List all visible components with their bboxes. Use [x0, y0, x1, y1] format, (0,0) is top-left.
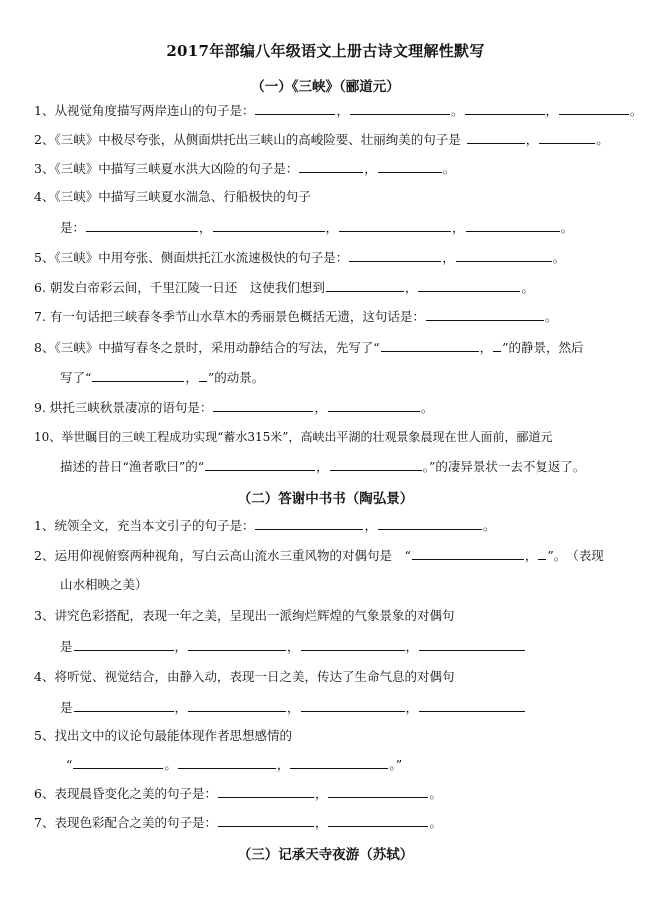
section-heading-sanxia: （一）《三峡》（郦道元）: [251, 79, 400, 95]
question-4: [34, 187, 311, 207]
question-2-3: [34, 606, 454, 626]
answer-blank[interactable]: [378, 158, 442, 173]
question-2: 2、《三峡》中极尽夸张，从侧面烘托出三峡山的高峻险要、壮丽绚美的句子是 ， 。: [34, 129, 609, 150]
answer-blank[interactable]: [188, 697, 286, 712]
answer-blank[interactable]: [218, 783, 314, 798]
question-4-answer-line: 是： ， ， ， 。: [60, 217, 573, 238]
question-2-6: 6、表现晨昏变化之美的句子是： ， 。: [34, 783, 442, 804]
answer-blank[interactable]: [301, 697, 405, 712]
answer-blank[interactable]: [465, 100, 545, 115]
question-text: 6. 朝发白帝彩云间，千里江陵一日还 这使我们想到: [34, 280, 325, 295]
answer-blank[interactable]: [339, 217, 451, 232]
answer-blank[interactable]: [419, 636, 525, 651]
question-9: 9. 烘托三峡秋景凄凉的语句是： ， 。: [34, 397, 433, 418]
question-1: 1、从视觉角度描写两岸连山的句子是： ， 。 ， 。: [34, 100, 643, 121]
question-5: 5、《三峡》中用夸张、侧面烘托江水流速极快的句子是： ， 。: [34, 247, 565, 268]
question-3: 3、《三峡》中描写三峡夏水洪大凶险的句子是： ， 。: [34, 158, 455, 179]
page-title: 2017年部编八年级语文上册古诗文理解性默写: [166, 42, 485, 60]
question-7: 7. 有一句话把三峡春冬季节山水草木的秀丽景色概括无遗，这句话是： 。: [34, 306, 557, 327]
question-text: 7. 有一句话把三峡春冬季节山水草木的秀丽景色概括无遗，这句话是：: [34, 309, 425, 324]
answer-blank[interactable]: [299, 158, 363, 173]
question-text: 5、《三峡》中用夸张、侧面烘托江水流速极快的句子是：: [34, 250, 349, 265]
answer-blank[interactable]: [301, 636, 405, 651]
question-8-continued: 写了“ ， ”的动景。: [60, 367, 264, 388]
question-2-2: 2、运用仰视俯察两种视角，写白云高山流水三重风物的对偶句是 “ ， ”。 （表现: [34, 545, 604, 566]
question-2-7: 7、表现色彩配合之美的句子是： ， 。: [34, 812, 442, 833]
answer-blank[interactable]: [73, 754, 163, 769]
question-text: 7、表现色彩配合之美的句子是：: [34, 815, 217, 830]
answer-blank[interactable]: [188, 636, 286, 651]
answer-blank[interactable]: [456, 247, 552, 262]
answer-blank[interactable]: [426, 306, 544, 321]
answer-blank[interactable]: [467, 129, 525, 144]
question-2-5: [34, 726, 292, 746]
question-text: 5、找出文中的议论句最能体现作者思想感情的: [34, 728, 292, 743]
question-2-1: 1、统领全文，充当本文引子的句子是： ， 。: [34, 515, 496, 536]
answer-blank[interactable]: [92, 367, 184, 382]
question-2-2-continued: 山水相映之美）: [60, 577, 148, 592]
question-2-3-answer-line: 是 ， ， ，: [60, 636, 526, 657]
question-text: 10、举世瞩目的三峡工程成功实现“蓄水315米”，高峡出平湖的壮观景象晨现在世人面前，郦道元: [34, 430, 553, 444]
answer-blank[interactable]: [419, 697, 525, 712]
question-text: 4、将听觉、视觉结合，由静入动，表现一日之美，传达了生命气息的对偶句: [34, 669, 455, 684]
answer-blank[interactable]: [328, 783, 428, 798]
answer-blank[interactable]: [493, 337, 501, 352]
answer-blank[interactable]: [378, 515, 482, 530]
answer-blank[interactable]: [255, 515, 363, 530]
question-2-5-answer-line: “ 。 ， 。”: [66, 754, 402, 775]
question-text: 8、《三峡》中描写春冬之景时，采用动静结合的写法，先写了“: [34, 340, 380, 355]
question-text: 6、表现晨昏变化之美的句子是：: [34, 786, 217, 801]
answer-blank[interactable]: [86, 217, 198, 232]
answer-blank[interactable]: [381, 337, 479, 352]
answer-blank[interactable]: [74, 697, 174, 712]
answer-blank[interactable]: [328, 397, 420, 412]
question-text: 4、《三峡》中描写三峡夏水湍急、行船极快的句子: [34, 189, 311, 204]
answer-blank[interactable]: [255, 100, 335, 115]
answer-blank[interactable]: [350, 100, 450, 115]
answer-blank[interactable]: [559, 100, 629, 115]
section-heading-dxzsh: （二）答谢中书书（陶弘景）: [237, 491, 414, 507]
question-text: 2、运用仰视俯察两种视角，写白云高山流水三重风物的对偶句是 “: [34, 548, 411, 563]
answer-blank[interactable]: [199, 367, 207, 382]
question-text: 9. 烘托三峡秋景凄凉的语句是：: [34, 400, 213, 415]
question-10-continued: 描述的昔日“渔者歌曰”的“ ， 。”的凄异景状一去不复返了。: [60, 456, 585, 477]
question-text: 3、《三峡》中描写三峡夏水洪大凶险的句子是：: [34, 161, 299, 176]
answer-blank[interactable]: [466, 217, 560, 232]
question-10: [34, 427, 552, 447]
answer-blank[interactable]: [213, 217, 325, 232]
section-heading-cts: （三）记承天寺夜游（苏轼）: [237, 847, 414, 863]
answer-blank[interactable]: [538, 545, 546, 560]
question-text: 1、从视觉角度描写两岸连山的句子是：: [34, 103, 255, 118]
answer-blank[interactable]: [412, 545, 524, 560]
answer-blank[interactable]: [213, 397, 313, 412]
question-text: 2、《三峡》中极尽夸张，从侧面烘托出三峡山的高峻险要、壮丽绚美的句子是: [34, 132, 461, 147]
answer-blank[interactable]: [349, 247, 441, 262]
answer-blank[interactable]: [74, 636, 174, 651]
answer-blank[interactable]: [290, 754, 388, 769]
answer-blank[interactable]: [326, 277, 404, 292]
answer-blank[interactable]: [218, 812, 314, 827]
question-6: 6. 朝发白帝彩云间，千里江陵一日还 这使我们想到 ， 。: [34, 277, 534, 298]
answer-blank[interactable]: [178, 754, 276, 769]
question-2-4-answer-line: 是 ， ， ，: [60, 697, 526, 718]
answer-blank[interactable]: [418, 277, 520, 292]
answer-blank[interactable]: [330, 456, 422, 471]
question-text: 3、讲究色彩搭配，表现一年之美，呈现出一派绚烂辉煌的气象景象的对偶句: [34, 608, 455, 623]
question-text: 1、统领全文，充当本文引子的句子是：: [34, 518, 255, 533]
answer-blank[interactable]: [205, 456, 315, 471]
question-8: 8、《三峡》中描写春冬之景时，采用动静结合的写法，先写了“ ， ”的静景，然后: [34, 337, 584, 358]
question-2-4: [34, 667, 454, 687]
answer-blank[interactable]: [328, 812, 428, 827]
answer-blank[interactable]: [539, 129, 595, 144]
